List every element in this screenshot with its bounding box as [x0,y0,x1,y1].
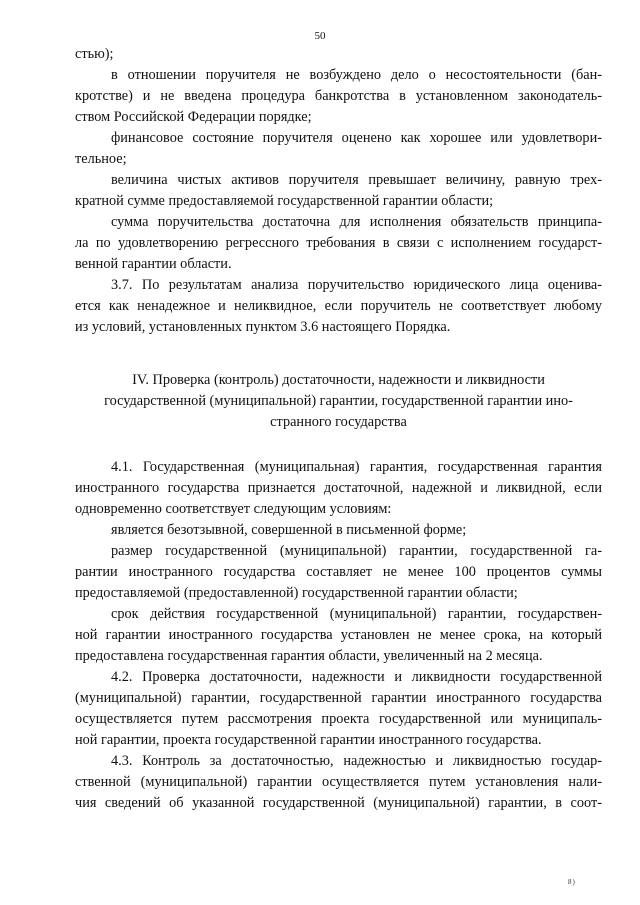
text-line: ством Российской Федерации порядке; [75,109,312,125]
text-line: рантии иностранного государства составляет не менее 100 процентов суммы [75,564,602,580]
text-line: ется как ненадежное и неликвидное, если поручитель не соответствует любому [75,298,602,314]
section-3-body [75,44,602,338]
text-line: из условий, установленных пунктом 3.6 настоящего Порядка. [75,319,451,335]
heading-line: государственной (муниципальной) гарантии, государственной гарантии ино- [104,393,573,409]
text-line: ной гарантии иностранного государства установлен не менее срока, на который [75,627,602,643]
text-line: стью); [75,46,114,62]
text-line: венной гарантии области. [75,256,232,272]
page-number: 50 [314,30,326,42]
text-line: кротстве) и не введена процедура банкротства в установленном законодатель- [75,88,602,104]
text-line: является безотзывной, совершенной в письменной форме; [111,522,467,538]
text-line: (муниципальной) гарантии, государственной гарантии иностранного государства [75,690,602,706]
text-line: в отношении поручителя не возбуждено дело о несостоятельности (бан- [111,67,602,83]
text-line: чия сведений об указанной государственной (муниципальной) гарантии, в соот- [75,795,602,811]
text-line: финансовое состояние поручителя оценено как хорошее или удовлетвори- [111,130,602,146]
section-4-body [75,457,602,814]
section-4-heading [75,370,602,433]
heading-line: IV. Проверка (контроль) достаточности, надежности и ликвидности [132,372,545,388]
text-line: кратной сумме предоставляемой государственной гарантии области; [75,193,494,209]
text-line: одновременно соответствует следующим условиям: [75,501,392,517]
text-line: 3.7. По результатам анализа поручительство юридического лица оценива- [111,277,602,293]
text-line: предоставляемой (предоставленной) государственной гарантии области; [75,585,518,601]
heading-line: странного государства [270,414,407,430]
text-line: величина чистых активов поручителя превышает величину, равную трех- [111,172,602,188]
text-line: сумма поручительства достаточна для исполнения обязательств принципа- [111,214,602,230]
text-line: предоставлена государственная гарантия области, увеличенный на 2 месяца. [75,648,543,664]
text-line: ной гарантии, проекта государственной гарантии иностранного государства. [75,732,542,748]
text-line: ла по удовлетворению регрессного требования в связи с исполнением государст- [75,235,602,251]
text-line: 4.2. Проверка достаточности, надежности и ликвидности государственной [111,669,602,685]
text-line: срок действия государственной (муниципальной) гарантии, государствен- [111,606,602,622]
text-line: тельное; [75,151,127,167]
text-line: размер государственной (муниципальной) гарантии, государственной га- [111,543,602,559]
text-line: ственной (муниципальной) гарантии осуществляется путем установления нали- [75,774,602,790]
text-line: осуществляется путем рассмотрения проекта государственной или муниципаль- [75,711,602,727]
text-line: 4.3. Контроль за достаточностью, надежностью и ликвидностью государ- [111,753,602,769]
text-line: 4.1. Государственная (муниципальная) гарантия, государственная гарантия [111,459,602,475]
scan-corner-mark: 8) [568,878,576,886]
text-line: иностранного государства признается достаточной, надежной и ликвидной, если [75,480,602,496]
